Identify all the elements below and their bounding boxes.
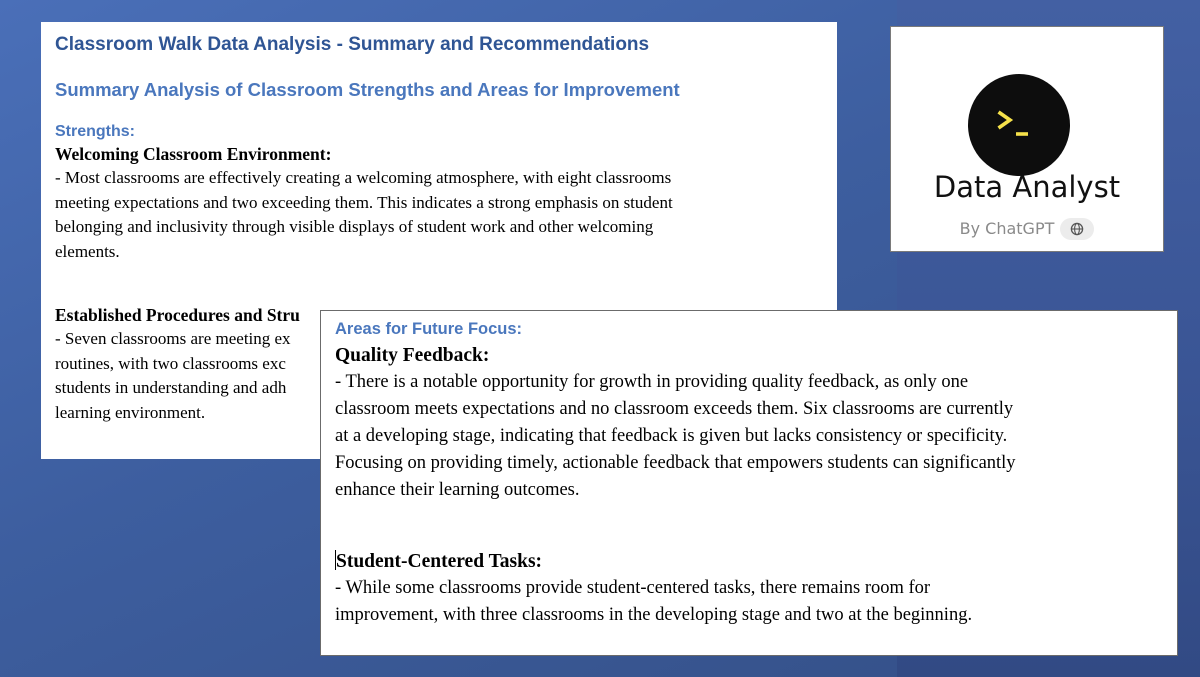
section-line: routines, with two classrooms exc (55, 353, 286, 373)
section-line: - While some classrooms provide student-centered tasks, there remains room for (335, 578, 931, 598)
section-heading-procedures: Established Procedures and Stru (55, 305, 300, 325)
terminal-prompt-icon (968, 74, 1070, 176)
gpt-byline-row (891, 217, 1163, 241)
gpt-byline: By ChatGPT (959, 219, 1055, 238)
section-line: - Most classrooms are effectively creating a welcoming atmosphere, with eight classrooms (55, 168, 672, 187)
section-line: enhance their learning outcomes. (335, 480, 580, 500)
section-heading-text: Student-Centered Tasks: (336, 551, 543, 572)
section-line: meeting expectations and two exceeding them. This indicates a strong emphasis on student (55, 192, 673, 212)
document-subtitle: Summary Analysis of Classroom Strengths and Areas for Improvement (55, 79, 680, 100)
section-heading-student-centered (335, 549, 1163, 575)
section-line: students in understanding and adh (55, 378, 287, 397)
section-line: classroom meets expectations and no classroom exceeds them. Six classrooms are currently (335, 399, 1014, 419)
strengths-label: Strengths: (55, 123, 135, 140)
section-line: at a developing stage, indicating that feedback is given but lacks consistency or specificity. (335, 426, 1008, 446)
section-line: - There is a notable opportunity for growth in providing quality feedback, as only one (335, 372, 969, 392)
document-title: Classroom Walk Data Analysis - Summary and Recommendations (55, 34, 650, 55)
focus-document (320, 310, 1178, 656)
section-heading-welcoming: Welcoming Classroom Environment: (55, 144, 332, 164)
section-heading-quality-feedback: Quality Feedback: (335, 345, 490, 366)
section-line: learning environment. (55, 402, 206, 422)
globe-icon[interactable] (1060, 218, 1094, 240)
focus-label: Areas for Future Focus: (335, 320, 523, 338)
section-line: elements. (55, 241, 120, 261)
section-line: belonging and inclusivity through visible displays of student work and other welcoming (55, 217, 654, 236)
gpt-card[interactable] (890, 26, 1164, 252)
section-line: - Seven classrooms are meeting ex (55, 329, 291, 348)
section-line: Focusing on providing timely, actionable feedback that empowers students can significantly (335, 453, 1016, 473)
section-line: improvement, with three classrooms in the developing stage and two at the beginning. (335, 605, 973, 625)
gpt-name: Data Analyst (933, 170, 1121, 204)
